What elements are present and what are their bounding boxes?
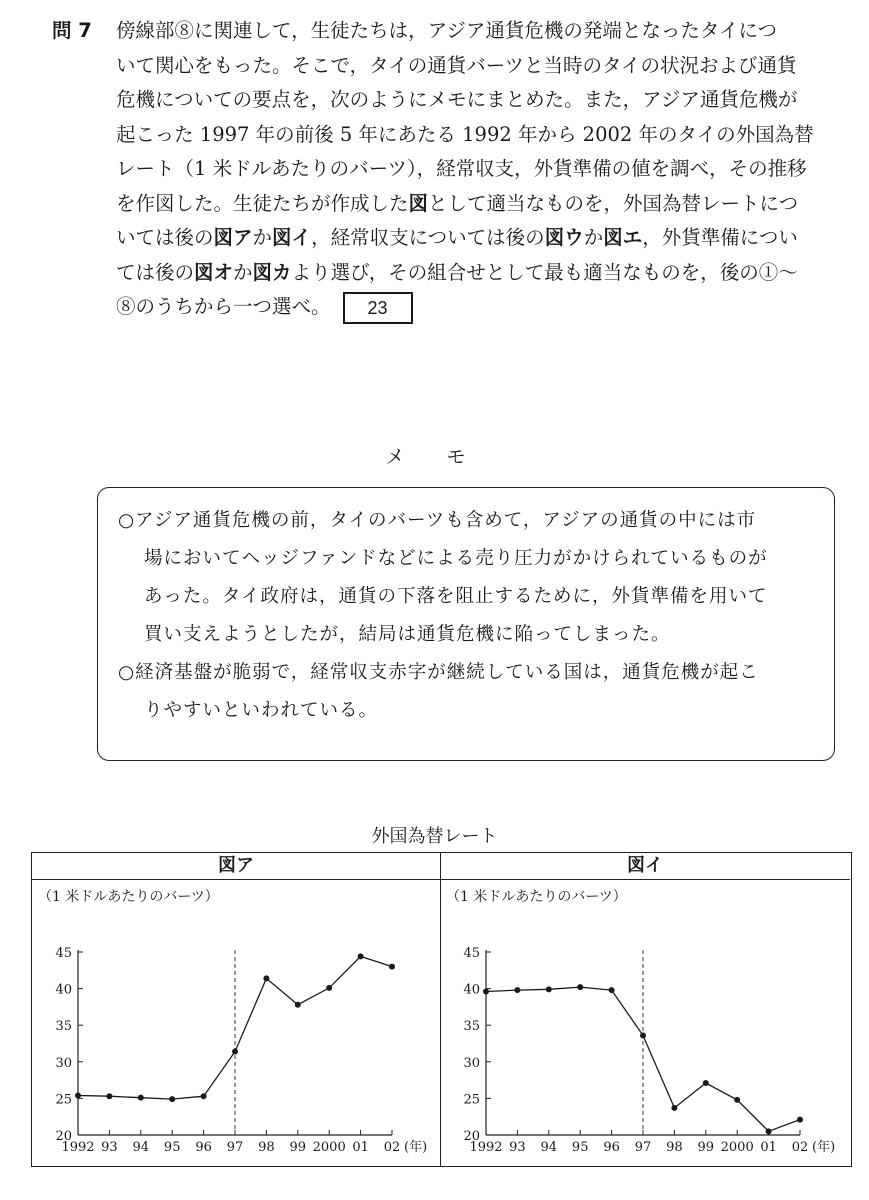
data-point: [640, 1032, 646, 1038]
chart-title: 図イ: [440, 853, 850, 880]
question-line: 起こった 1997 年の前後 5 年にあたる 1992 年から 2002 年のタイの外国為替: [116, 122, 814, 146]
x-tick-label: 1992: [469, 1140, 503, 1155]
question-text: か: [252, 226, 273, 249]
question-line: 危機についての要点を，次のようにメモにまとめた。また，アジア通貨危機が: [116, 88, 798, 111]
question-line: [52, 290, 852, 325]
figure-ref: 図イ: [272, 226, 312, 249]
question-line: [52, 187, 852, 222]
data-point: [75, 1092, 81, 1098]
x-tick-label: 99: [697, 1140, 715, 1155]
memo-line: りやすいといわれている。: [144, 700, 379, 721]
chart-panel-a: [32, 853, 441, 1166]
x-tick-label: 94: [540, 1140, 558, 1155]
y-tick-label: 30: [463, 1055, 480, 1071]
x-tick-label: 98: [258, 1140, 275, 1155]
x-tick-label: 2000: [720, 1140, 754, 1155]
x-tick-label: 96: [603, 1140, 620, 1155]
y-tick-label: 30: [55, 1055, 72, 1071]
y-tick-label: 45: [463, 946, 480, 961]
data-point: [734, 1097, 740, 1103]
question-number: 問 7: [52, 19, 92, 42]
figure-ref: 図エ: [603, 226, 643, 249]
question-block: [52, 14, 852, 325]
x-tick-label: 97: [634, 1140, 652, 1155]
question-line: いて関心をもった。そこで，タイの通貨バーツと当時のタイの状況および通貨: [116, 53, 797, 77]
x-unit-label: (年): [404, 1140, 428, 1155]
chart-y-unit: （1 米ドルあたりのバーツ）: [38, 889, 219, 905]
question-text: として適当なものを，外国為替レートにつ: [428, 191, 799, 215]
y-tick-label: 25: [463, 1092, 480, 1108]
data-point: [766, 1128, 772, 1134]
data-point: [703, 1080, 709, 1086]
memo-line: あった。タイ政府は，通貨の下落を阻止するために，外貨準備を用いて: [144, 586, 768, 607]
data-point: [106, 1093, 112, 1099]
x-tick-label: 1992: [61, 1140, 95, 1155]
y-tick-label: 40: [55, 982, 72, 998]
figure-ref: 図: [408, 191, 429, 215]
question-text: ，外貨準備につい: [642, 226, 798, 249]
data-point: [609, 987, 615, 993]
data-point: [232, 1049, 238, 1055]
charts-title: 外国為替レート: [371, 826, 498, 847]
y-tick-label: 35: [463, 1019, 480, 1035]
question-line: [52, 14, 852, 49]
question-text: か: [233, 260, 253, 284]
x-tick-label: 96: [195, 1140, 212, 1155]
data-point: [797, 1117, 803, 1123]
x-tick-label: 02: [383, 1140, 401, 1155]
x-tick-label: 95: [571, 1140, 589, 1155]
data-point: [577, 984, 583, 990]
data-point: [263, 975, 269, 981]
line-chart: [440, 879, 848, 1166]
y-tick-label: 35: [55, 1019, 72, 1035]
x-tick-label: 02: [791, 1140, 809, 1155]
data-point: [169, 1096, 175, 1102]
y-tick-label: 20: [55, 1129, 72, 1144]
question-line: [52, 221, 852, 256]
y-tick-label: 20: [463, 1129, 480, 1144]
memo-line: ○アジア通貨危機の前，タイのバーツも含めて，アジアの通貨の中には市: [118, 510, 757, 531]
data-point: [671, 1105, 677, 1111]
memo-item: [118, 502, 818, 654]
x-tick-label: 01: [352, 1140, 369, 1155]
x-unit-label: (年): [812, 1140, 836, 1155]
memo-item: [118, 654, 818, 730]
x-tick-label: 94: [132, 1140, 150, 1155]
chart-title: 図ア: [32, 853, 440, 880]
data-point: [326, 985, 332, 991]
chart-y-unit: （1 米ドルあたりのバーツ）: [446, 889, 627, 905]
data-point: [295, 1002, 301, 1008]
memo-line: ○経済基盤が脆弱で，経常収支赤字が継続している国は，通貨危機が起こ: [118, 662, 759, 683]
question-line: レート（1 米ドルあたりのバーツ），経常収支，外貨準備の値を調べ，その推移: [116, 157, 807, 180]
question-text: ては後の: [116, 260, 195, 284]
figure-ref: 図カ: [252, 260, 292, 284]
y-tick-label: 40: [463, 982, 480, 998]
data-point: [201, 1093, 207, 1099]
data-point: [514, 987, 520, 993]
data-point: [358, 953, 364, 959]
question-text: 傍線部⑧に関連して，生徒たちは，アジア通貨危機の発端となったタイにつ: [116, 19, 778, 42]
data-point: [483, 989, 489, 995]
question-text: より選び，その組合せとして最も適当なものを，後の①～: [291, 260, 798, 284]
x-tick-label: 93: [509, 1140, 526, 1155]
y-tick-label: 45: [55, 946, 72, 961]
figure-ref: 図ア: [213, 226, 253, 249]
memo-box: [97, 487, 835, 761]
data-point: [138, 1095, 144, 1101]
question-text: ⑧のうちから一つ選べ。: [116, 295, 331, 318]
x-tick-label: 98: [666, 1140, 683, 1155]
question-text: ，経常収支については後の: [311, 226, 545, 249]
question-text: を作図した。生徒たちが作成した: [116, 191, 409, 215]
chart-panel-i: [440, 853, 850, 1166]
y-tick-label: 25: [55, 1092, 72, 1108]
memo-title: メ モ: [385, 446, 484, 468]
answer-number-box: 23: [343, 292, 413, 324]
memo-line: 場においてヘッジファンドなどによる売り圧力がかけられているものが: [144, 548, 768, 569]
question-text: か: [583, 226, 604, 249]
x-tick-label: 2000: [312, 1140, 346, 1155]
x-tick-label: 95: [163, 1140, 181, 1155]
memo-line: 買い支えようとしたが，結局は通貨危機に陥ってしまった。: [144, 624, 671, 645]
question-line: [52, 256, 852, 291]
line-chart: [32, 879, 438, 1166]
figure-ref: 図ウ: [544, 226, 584, 249]
x-tick-label: 93: [101, 1140, 118, 1155]
charts-frame: [31, 852, 852, 1167]
x-tick-label: 99: [289, 1140, 307, 1155]
figure-ref: 図オ: [194, 260, 234, 284]
question-text: いては後の: [116, 226, 214, 249]
x-tick-label: 97: [226, 1140, 244, 1155]
data-point: [546, 986, 552, 992]
x-tick-label: 01: [760, 1140, 777, 1155]
data-point: [389, 964, 395, 970]
